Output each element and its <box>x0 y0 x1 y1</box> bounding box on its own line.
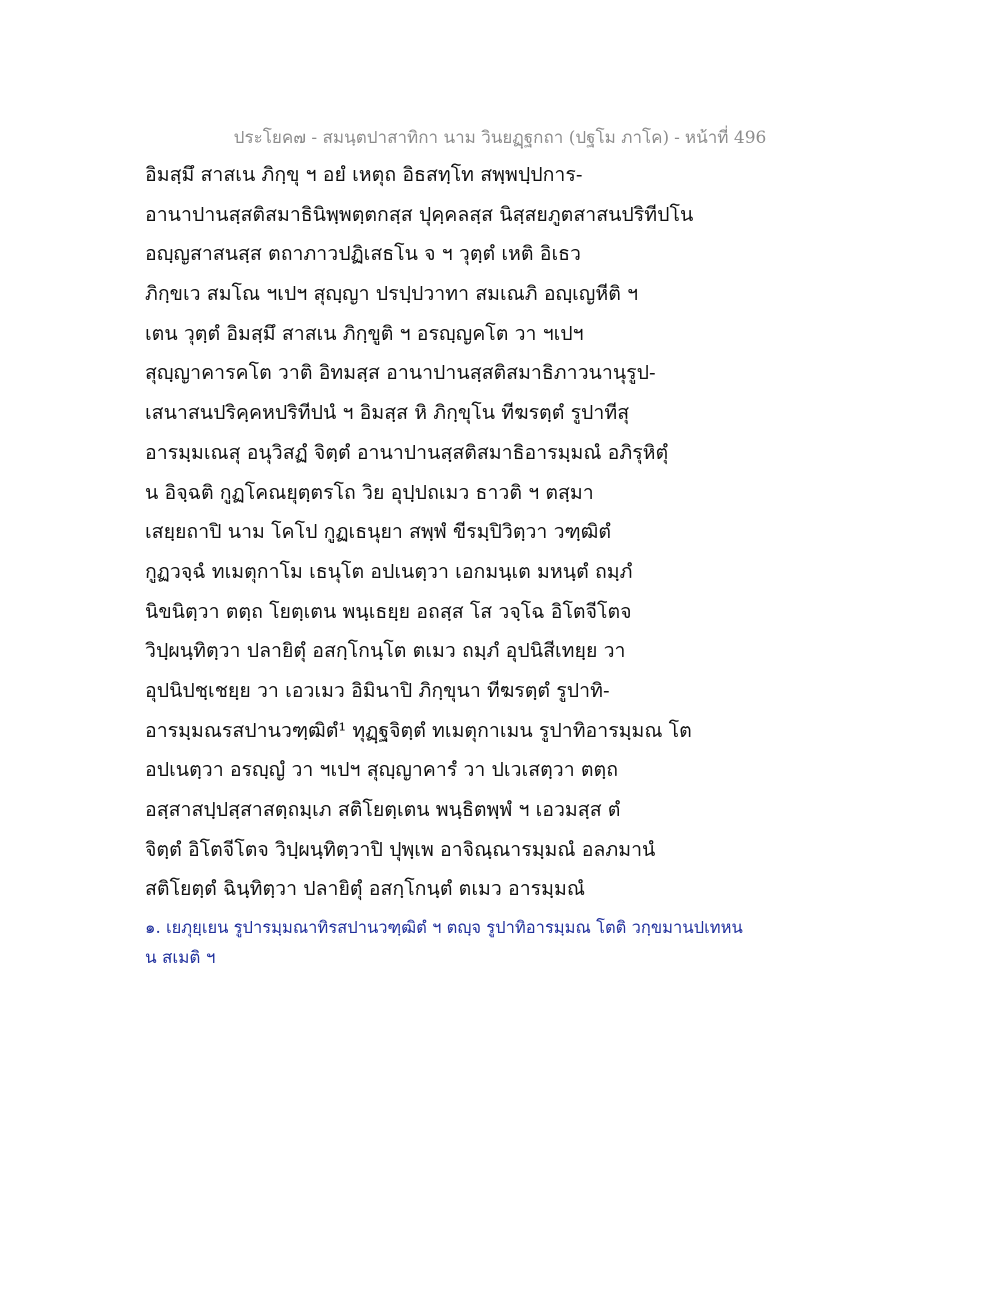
text-line: เตน วุตฺตํ อิมสฺมึ สาสเน ภิกฺขูติ ฯ อรญฺญคโต วา ฯเปฯ <box>145 321 584 345</box>
text-line: วิปฺผนฺทิตฺวา ปลายิตุํ อสกฺโกนฺโต ตเมว ถมฺภํ อุปนิสีเทยฺย วา <box>145 639 626 663</box>
body-text <box>145 158 745 912</box>
text-line: อุปนิปชฺเชยฺย วา เอวเมว อิมินาปิ ภิกฺขุนา ทีฆรตฺตํ รูปาทิ- <box>145 678 610 702</box>
header-page-number: หน้าที่ 496 <box>684 128 767 148</box>
text-line: เสยฺยถาปิ นาม โคโป กูฏเธนุยา สพฺพํ ขีรมฺปิวิตฺวา วฑฺฒิตํ <box>145 520 611 544</box>
footnote <box>145 913 745 973</box>
footnote-line: น สเมติ ฯ <box>145 948 216 968</box>
text-line: อิมสฺมึ สาสเน ภิกฺขุ ฯ อยํ เหตุถ อิธสทฺโท สพฺพปฺปการ- <box>145 163 583 186</box>
text-line: อสฺสาสปฺปสฺสาสตฺถมฺเภ สติโยตฺเตน พนฺธิตพฺพํ ฯ เอวมสฺส ตํ <box>145 798 621 821</box>
text-line: จิตฺตํ อิโตจีโตจ วิปฺผนฺทิตฺวาปิ ปุพฺเพ อาจิณฺณารมฺมณํ อลภมานํ <box>145 837 656 861</box>
text-line: น อิจฺฉติ กูฏโคณยุตฺตรโถ วิย อุปฺปถเมว ธาวติ ฯ ตสฺมา <box>145 480 594 504</box>
text-line: อญฺญสาสนสฺส ตถาภาวปฏิเสธโน จ ฯ วุตฺตํ เหติ อิเธว <box>145 242 581 266</box>
page-header <box>0 124 1000 151</box>
header-title: ประโยค๗ - สมนฺตปาสาทิกา นาม วินยฏฺฐกถา (ปฐโม ภาโค) <box>233 128 670 148</box>
text-line: นิขนิตฺวา ตตฺถ โยตฺเตน พนฺเธยฺย อถสฺส โส วจฺโฉ อิโตจีโตจ <box>145 599 632 623</box>
text-line: เสนาสนปริคฺคหปริทีปนํ ฯ อิมสฺส หิ ภิกฺขุโน ทีฆรตฺตํ รูปาทีสุ <box>145 401 630 425</box>
text-line: สุญฺญาคารคโต วาติ อิทมสฺส อานาปานสฺสติสมาธิภาวนานุรูป- <box>145 361 656 385</box>
text-line: อารมฺมเณสุ อนุวิสฏํ จิตฺตํ อานาปานสฺสติสมาธิอารมฺมณํ อภิรุหิตุํ <box>145 440 669 464</box>
text-line: ภิกฺขเว สมโณ ฯเปฯ สุญฺญา ปรปฺปวาทา สมเณภิ อญฺเญหีติ ฯ <box>145 282 639 306</box>
text-line: สติโยตฺตํ ฉินฺทิตฺวา ปลายิตุํ อสกฺโกนฺตํ ตเมว อารมฺมณํ <box>145 877 585 901</box>
text-line: อารมฺมณรสปานวฑฺฒิตํ¹ ทุฏฺฐจิตฺตํ ทเมตุกาเมน รูปาทิอารมฺมณ โต <box>145 718 692 742</box>
text-line: อปเนตฺวา อรญฺญํ วา ฯเปฯ สุญฺญาคารํ วา ปเวเสตฺวา ตตฺถ <box>145 758 618 782</box>
text-line: อานาปานสฺสติสมาธินิพฺพตฺตกสฺส ปุคฺคลสฺส นิสฺสยภูตสาสนปริทีปโน <box>145 202 694 226</box>
header-separator: - <box>674 128 680 148</box>
footnote-line: ๑. เยภุยฺเยน รูปารมฺมณาทิรสปานวฑฺฒิตํ ฯ ตญฺจ รูปาทิอารมฺมณ โตติ วกฺขมานปเทหน <box>145 918 743 937</box>
text-line: กูฏวจฺฉํ ทเมตุกาโม เธนุโต อปเนตฺวา เอกมนฺเต มหนฺตํ ถมฺภํ <box>145 559 633 583</box>
